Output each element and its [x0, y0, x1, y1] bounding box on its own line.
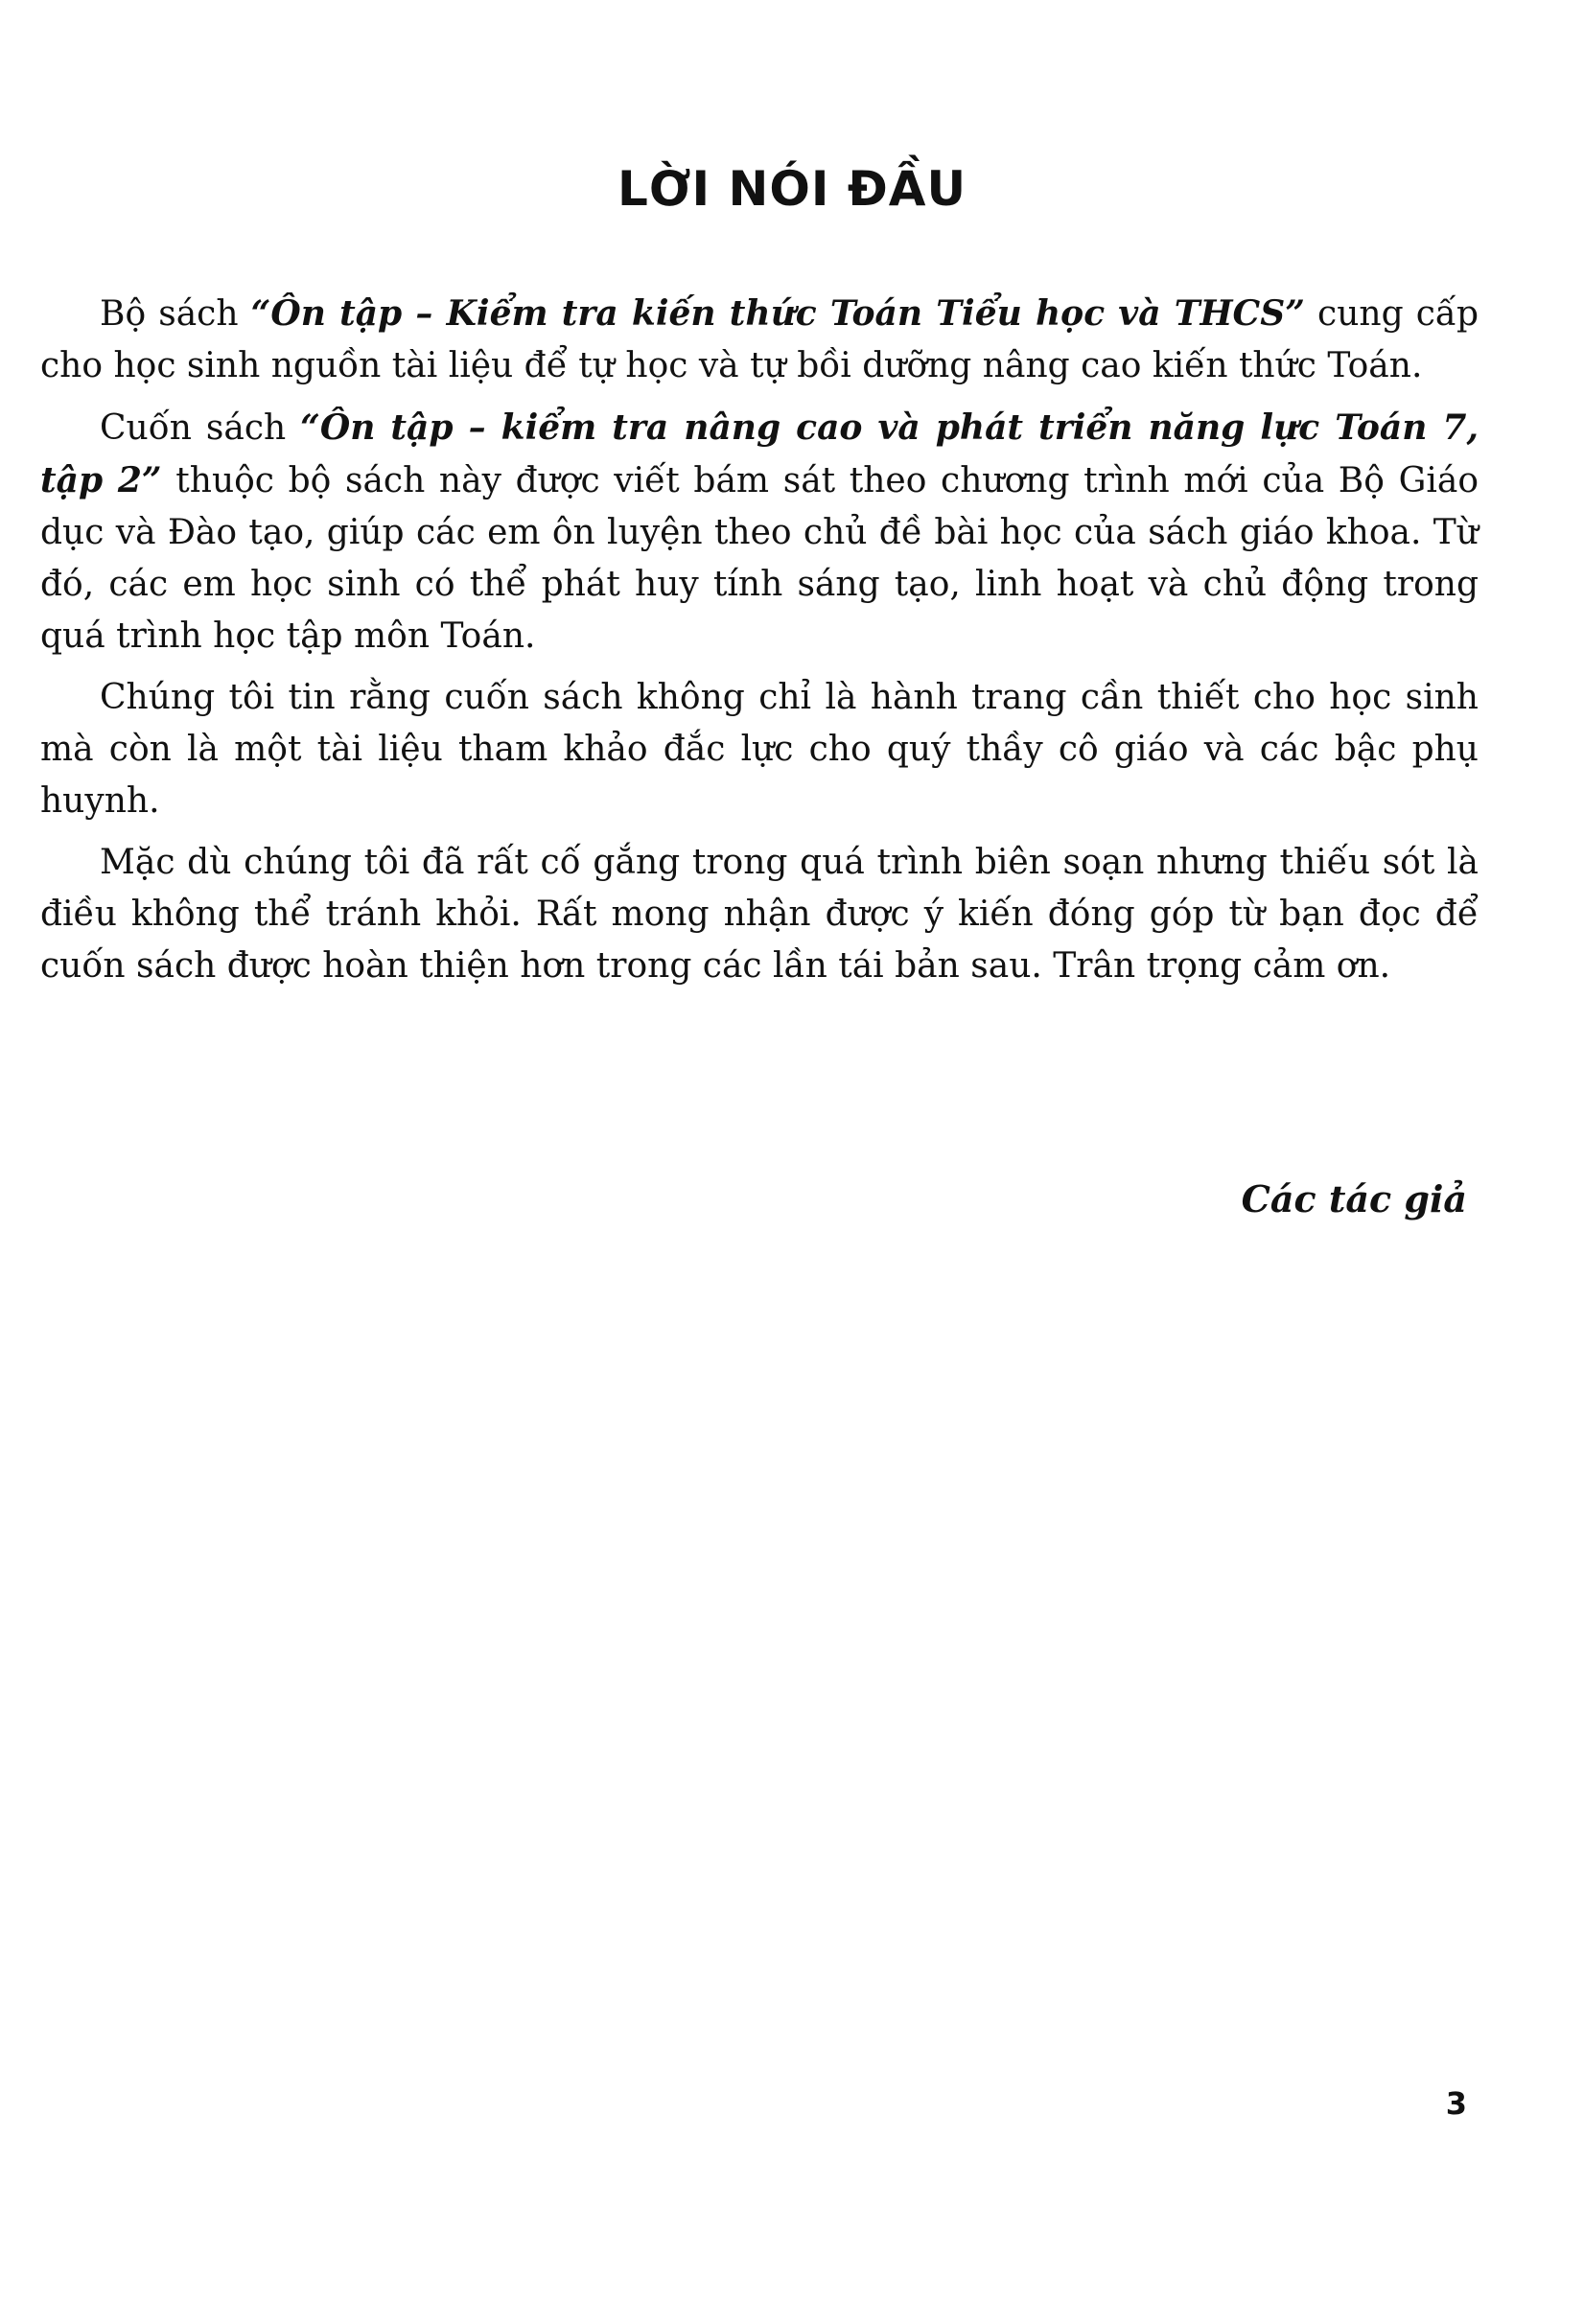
page-number: 3 — [1445, 2085, 1467, 2122]
paragraph-3: Chúng tôi tin rằng cuốn sách không chỉ là hành trang cần thiết cho học sinh mà còn là một tài liệu tham khảo đắc lực cho quý thầy cô giáo và các bậc phụ huynh. — [40, 678, 1479, 821]
paragraph-1-intro: Bộ sách — [100, 294, 251, 334]
paragraph-1-rest: cung cấp cho học sinh nguồn tài liệu để tự học và tự bồi dưỡng nâng cao kiến thức Toán. — [40, 294, 1479, 385]
series-title: “Ôn tập – Kiểm tra kiến thức Toán Tiểu học và THCS” — [250, 293, 1305, 334]
page-title: LỜI NÓI ĐẦU — [617, 161, 967, 217]
paragraph-2-rest: thuộc bộ sách này được viết bám sát theo chương trình mới của Bộ Giáo dục và Đào tạo, giúp các em ôn luyện theo chủ đề bài học của sách giáo khoa. Từ đó, các em học sinh có thể phát huy tính sáng tạo, linh hoạt và chủ động trong quá trình học tập môn Toán. — [40, 461, 1479, 656]
preface-body — [40, 288, 1479, 1002]
author-signature: Các tác giả — [1241, 1177, 1467, 1220]
paragraph-2-intro: Cuốn sách — [100, 408, 301, 448]
book-title: “Ôn tập – kiểm tra nâng cao và phát triển năng lực Toán 7, tập 2” — [40, 407, 1479, 500]
paragraph-4: Mặc dù chúng tôi đã rất cố gắng trong quá trình biên soạn nhưng thiếu sót là điều không thể tránh khỏi. Rất mong nhận được ý kiến đóng góp từ bạn đọc để cuốn sách được hoàn thiện hơn trong các lần tái bản sau. Trân trọng cảm ơn. — [40, 843, 1479, 986]
paragraph-1 — [40, 288, 1479, 392]
paragraph-2 — [40, 402, 1479, 662]
